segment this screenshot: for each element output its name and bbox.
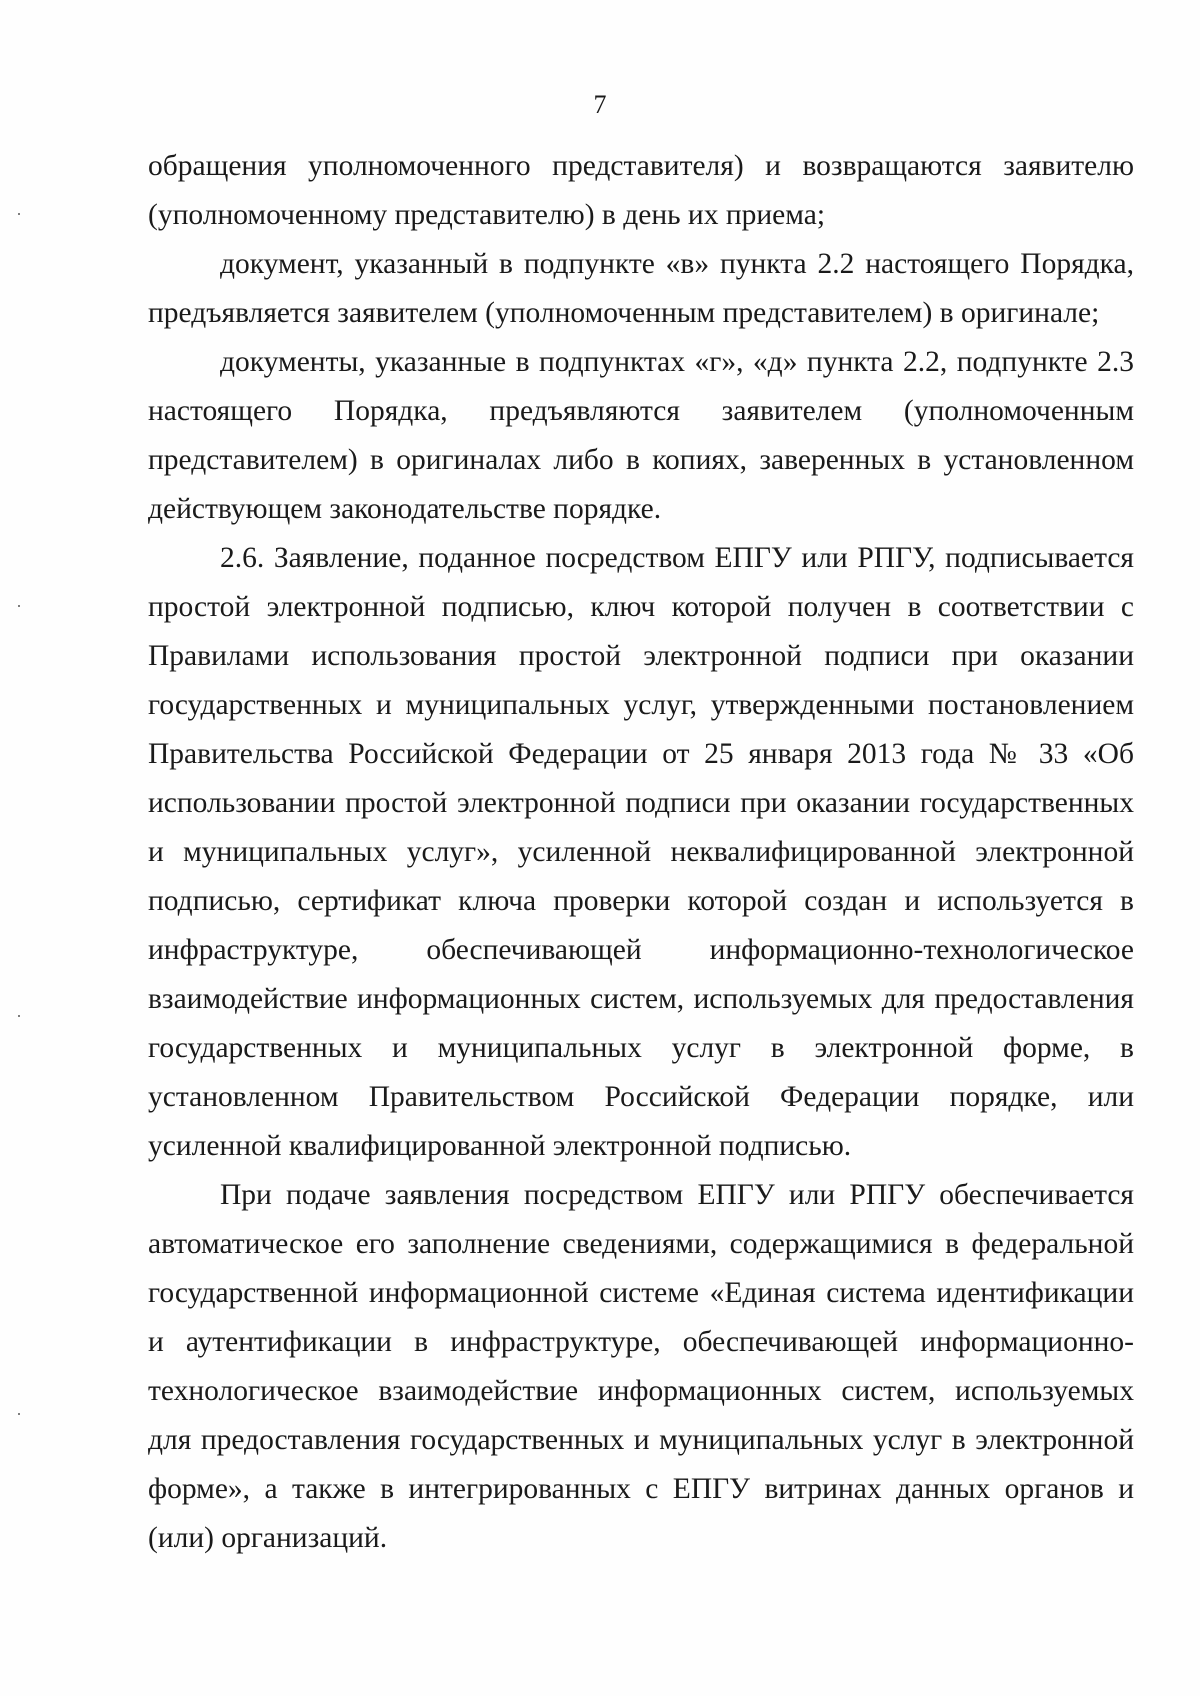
page-number: 7 — [593, 90, 607, 119]
paragraph-4-section-2-6: 2.6. Заявление, поданное посредством ЕПГУ или РПГУ, подписывается простой электронной подписью, ключ которой получен в соответствии с Правилами использования простой электронной подписи при оказании государственных и муниципальных услуг, утвержденными постановлением Правительства Российской Федерации от 25 января 2013 года № 33 «Об использовании простой электронной подписи при оказании государственных и муниципальных услуг», усиленной неквалифицированной электронной подписью, сертификат ключа проверки которой создан и используется в инфраструктуре, обеспечивающей информационно-технологическое взаимодействие информационных систем, используемых для предоставления государственных и муниципальных услуг в электронной форме, в установленном Правительством Российской Федерации порядке, или усиленной квалифицированной электронной подписью. — [148, 542, 1134, 1162]
paragraph-2: документ, указанный в подпункте «в» пункта 2.2 настоящего Порядка, предъявляется заявителем (уполномоченным представителем) в оригинале; — [148, 248, 1134, 329]
document-body — [148, 142, 1134, 1563]
paragraph-1: обращения уполномоченного представителя) и возвращаются заявителю (уполномоченному представителю) в день их приема; — [148, 150, 1134, 231]
paragraph-3: документы, указанные в подпунктах «г», «д» пункта 2.2, подпункте 2.3 настоящего Порядка, предъявляются заявителем (уполномоченным представителем) в оригиналах либо в копиях, заверенных в установленном действующем законодательстве порядке. — [148, 346, 1134, 525]
scan-edge-mark — [18, 1413, 20, 1415]
paragraph-5: При подаче заявления посредством ЕПГУ или РПГУ обеспечивается автоматическое его заполнение сведениями, содержащимися в федеральной государственной информационной системе «Единая система идентификации и аутентификации в инфраструктуре, обеспечивающей информационно-технологическое взаимодействие информационных систем, используемых для предоставления государственных и муниципальных услуг в электронной форме», а также в интегрированных с ЕПГУ витринах данных органов и (или) организаций. — [148, 1179, 1134, 1554]
scan-edge-mark — [18, 213, 20, 215]
scan-edge-mark — [18, 1015, 20, 1017]
scan-edge-mark — [18, 605, 20, 607]
